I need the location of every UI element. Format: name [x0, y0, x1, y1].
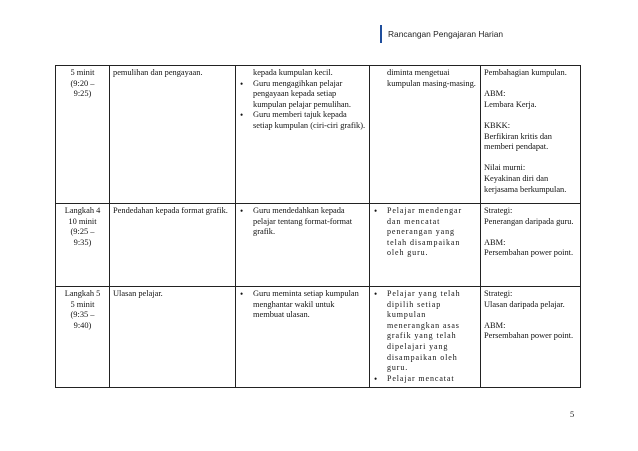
- student-activity-cell: [370, 287, 481, 388]
- notes-line: Keyakinan diri dan kerjasama berkumpulan.: [484, 173, 567, 194]
- table-row: [56, 204, 581, 287]
- notes-line: Penerangan daripada guru.: [484, 216, 574, 226]
- time-line: 9:35): [73, 237, 92, 247]
- notes-line: Pembahagian kumpulan.: [484, 68, 567, 77]
- teacher-activity-item: • Guru memberi tajuk kepada setiap kumpulan (ciri-ciri grafik).: [253, 110, 366, 131]
- teacher-activity-cell: [236, 204, 370, 287]
- time-line: 5 minit: [70, 299, 95, 309]
- time-line: 9:40): [73, 320, 92, 330]
- notes-line: Nilai murni:: [484, 163, 526, 173]
- time-line: 10 minit: [68, 216, 97, 226]
- content-cell: [110, 66, 236, 204]
- time-line: Langkah 4: [64, 206, 101, 215]
- content-text: Ulasan pelajar.: [113, 289, 163, 298]
- table-row: [56, 287, 581, 388]
- teacher-activity-cell: [236, 287, 370, 388]
- teacher-activity-item: • Guru meminta setiap kumpulan menghantar wakil untuk membuat ulasan.: [253, 289, 366, 321]
- notes-line: ABM:: [484, 237, 506, 247]
- notes-line: Lembara Kerja.: [484, 99, 537, 109]
- time-line: (9:20 –: [70, 78, 95, 88]
- notes-line: ABM:: [484, 320, 506, 330]
- teacher-activity-item: • Guru mendedahkan kepada pelajar tentang format-format grafik.: [253, 206, 366, 238]
- time-line: (9:25 –: [70, 227, 95, 237]
- notes-line: Strategi:: [484, 289, 513, 298]
- student-activity-item: • Pelajar mendengar dan mencatat penerangan yang telah disampaikan oleh guru.: [387, 206, 477, 259]
- time-line: Langkah 5: [64, 289, 101, 298]
- notes-line: Strategi:: [484, 206, 513, 215]
- notes-line: Ulasan daripada pelajar.: [484, 299, 565, 309]
- document-header: [380, 25, 503, 43]
- teacher-activity-cell: [236, 66, 370, 204]
- student-activity-cell: [370, 204, 481, 287]
- time-cell: [56, 66, 110, 204]
- time-cell: [56, 287, 110, 388]
- content-cell: [110, 287, 236, 388]
- content-cell: [110, 204, 236, 287]
- student-activity-item: • Pelajar yang telah dipilih setiap kumpulan menerangkan asas grafik yang telah dipelajari yang disampaikan oleh guru.: [387, 289, 477, 374]
- content-text: Pendedahan kepada format grafik.: [113, 206, 228, 215]
- document-title: Rancangan Pengajaran Harian: [388, 29, 504, 39]
- time-line: (9:35 –: [70, 310, 95, 320]
- notes-line: Berfikiran kritis dan memberi pendapat.: [484, 131, 552, 152]
- notes-line: Persembahan power point.: [484, 331, 574, 341]
- notes-cell: [481, 204, 581, 287]
- notes-cell: [481, 287, 581, 388]
- time-cell: [56, 204, 110, 287]
- lesson-plan-table: [55, 65, 581, 388]
- student-activity-continued: diminta mengetuai kumpulan masing-masing.: [387, 68, 476, 88]
- teacher-activity-continued: kepada kumpulan kecil.: [253, 68, 333, 77]
- notes-line: ABM:: [484, 89, 506, 99]
- page-number: 5: [570, 410, 575, 419]
- student-activity-item: • Pelajar mencatat: [387, 374, 477, 385]
- notes-cell: [481, 66, 581, 204]
- notes-line: Persembahan power point.: [484, 248, 574, 258]
- content-text: pemulihan dan pengayaan.: [113, 68, 203, 77]
- teacher-activity-item: • Guru mengagihkan pelajar pengayaan kepada setiap kumpulan pelajar pemulihan.: [253, 79, 366, 111]
- time-line: 9:25): [73, 89, 92, 99]
- notes-line: KBKK:: [484, 120, 511, 130]
- time-line: 5 minit: [70, 68, 95, 77]
- student-activity-cell: [370, 66, 481, 204]
- table-row: [56, 66, 581, 204]
